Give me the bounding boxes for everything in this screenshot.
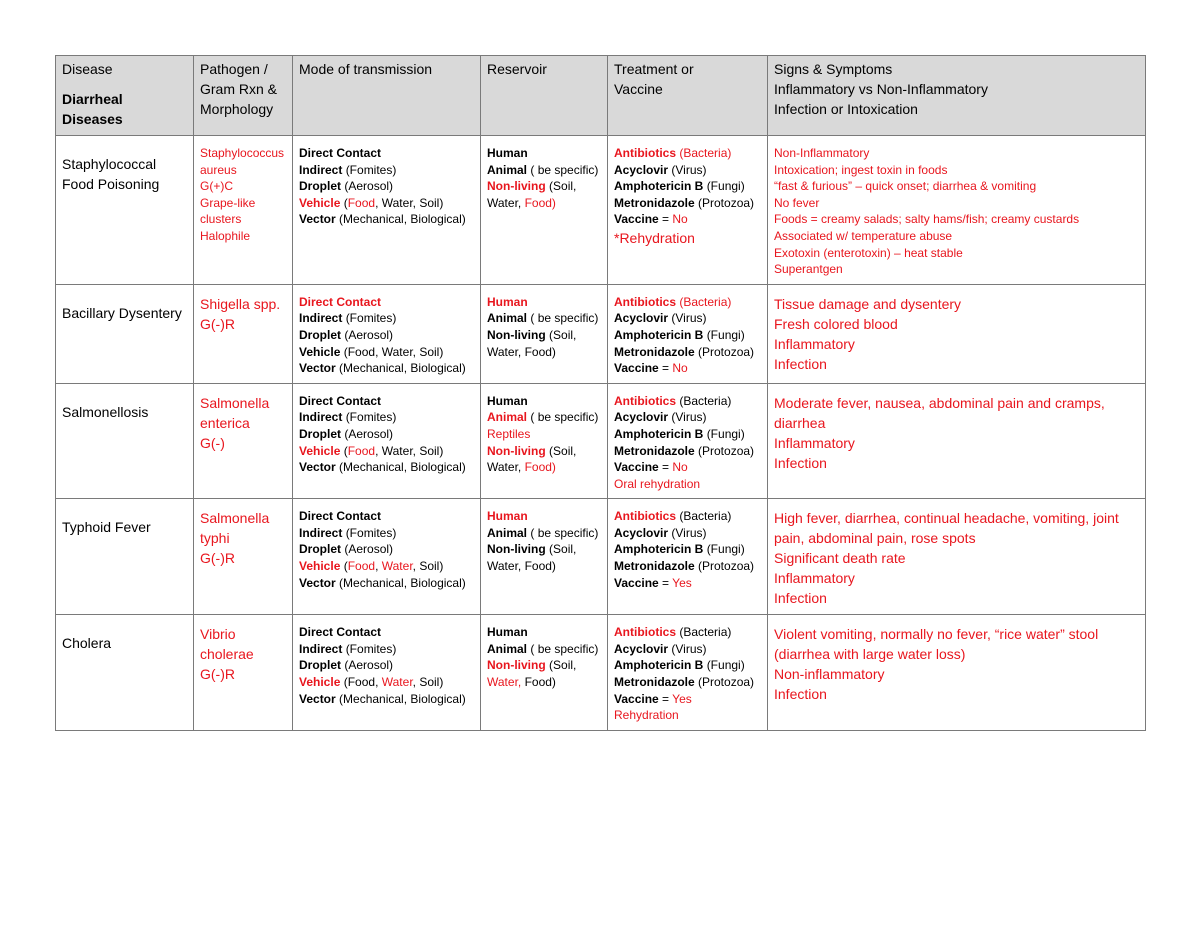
vector-label: Vector bbox=[299, 212, 336, 227]
metronidazole-line bbox=[614, 344, 761, 361]
symptom-line: “fast & furious” – quick onset; diarrhea & vomiting bbox=[774, 179, 1037, 194]
vehicle-soil: Soil) bbox=[419, 559, 444, 574]
reservoir-nonliving bbox=[487, 443, 601, 460]
acyclovir-label: Acyclovir bbox=[614, 410, 669, 425]
vector-note: (Mechanical, Biological) bbox=[339, 212, 466, 227]
amphotericin-note: (Fungi) bbox=[706, 327, 745, 342]
vehicle-food: Food bbox=[347, 344, 376, 359]
indirect-label: Indirect bbox=[299, 311, 343, 326]
table-row bbox=[56, 284, 1146, 383]
droplet-note: (Aerosol) bbox=[344, 542, 394, 557]
diarrheal-diseases-table bbox=[55, 55, 1146, 731]
indirect-line bbox=[299, 310, 474, 327]
table-row bbox=[56, 136, 1146, 285]
reservoir-water-food bbox=[487, 558, 601, 575]
symptoms-cell bbox=[768, 499, 1146, 615]
symptom-line: Non-Inflammatory bbox=[774, 146, 870, 160]
symptom-line: Associated w/ temperature abuse bbox=[774, 228, 953, 243]
indirect-line bbox=[299, 641, 474, 658]
antibiotics-label: Antibiotics bbox=[614, 393, 676, 408]
header-disease-sub: Diarrheal Diseases bbox=[62, 91, 123, 127]
indirect-note: (Fomites) bbox=[345, 525, 397, 540]
droplet-label: Droplet bbox=[299, 658, 341, 673]
pathogen-line: Vibrio cholerae bbox=[200, 626, 254, 663]
vaccine-value: Yes bbox=[672, 691, 692, 706]
nonliving-label: Non-living bbox=[487, 658, 546, 673]
reservoir-nonliving bbox=[487, 657, 601, 674]
reservoir-water-food bbox=[487, 344, 601, 361]
antibiotics-line bbox=[614, 145, 761, 162]
reservoir-reptiles: Reptiles bbox=[487, 426, 531, 441]
metronidazole-label: Metronidazole bbox=[614, 195, 695, 210]
vehicle-water: Water bbox=[381, 559, 413, 574]
vector-note: (Mechanical, Biological) bbox=[339, 460, 466, 475]
antibiotics-label: Antibiotics bbox=[614, 509, 676, 524]
reservoir-water-food bbox=[487, 459, 601, 476]
indirect-note: (Fomites) bbox=[345, 162, 397, 177]
vaccine-value: No bbox=[672, 361, 688, 376]
animal-note: ( be specific) bbox=[530, 162, 599, 177]
vector-line bbox=[299, 211, 474, 228]
nonliving-note: (Soil, bbox=[549, 658, 577, 673]
vehicle-line: Vehicle (Food, Water, Soil) bbox=[299, 195, 444, 210]
symptom-line: Inflammatory bbox=[774, 335, 855, 352]
metronidazole-label: Metronidazole bbox=[614, 675, 695, 690]
droplet-note: (Aerosol) bbox=[344, 179, 394, 194]
header-transmission: Mode of transmission bbox=[293, 56, 481, 136]
vector-label: Vector bbox=[299, 460, 336, 475]
vehicle-line: Vehicle (Food, Water, Soil) bbox=[299, 443, 444, 458]
acyclovir-line bbox=[614, 525, 761, 542]
treatment-cell bbox=[608, 383, 768, 499]
vehicle-soil: Soil) bbox=[419, 443, 444, 458]
header-symptoms-line3: Infection or Intoxication bbox=[774, 101, 918, 117]
pathogen-line: G(-)R bbox=[200, 315, 235, 332]
droplet-label: Droplet bbox=[299, 542, 341, 557]
header-symptoms-line1: Signs & Symptoms bbox=[774, 61, 893, 77]
metronidazole-note: (Protozoa) bbox=[698, 559, 755, 574]
direct-contact: Direct Contact bbox=[299, 146, 382, 160]
disease-name: Bacillary Dysentery bbox=[56, 284, 194, 383]
vehicle-food: Food bbox=[347, 195, 376, 210]
nonliving-note: (Soil, bbox=[549, 327, 577, 342]
vehicle-label: Vehicle bbox=[299, 195, 341, 210]
nonliving-note: (Soil, bbox=[549, 542, 577, 557]
animal-label: Animal bbox=[487, 311, 528, 326]
animal-label: Animal bbox=[487, 410, 528, 425]
amphotericin-label: Amphotericin B bbox=[614, 658, 704, 673]
vehicle-soil: Soil) bbox=[419, 675, 444, 690]
metronidazole-line bbox=[614, 674, 761, 691]
symptoms-cell bbox=[768, 383, 1146, 499]
pathogen-line: Grape-like clusters bbox=[200, 195, 256, 227]
antibiotics-note: (Bacteria) bbox=[679, 294, 732, 309]
pathogen-line: Shigella spp. bbox=[200, 295, 281, 312]
vaccine-line: Vaccine = No bbox=[614, 460, 688, 475]
reservoir-water: Water, bbox=[487, 344, 522, 359]
amphotericin-note: (Fungi) bbox=[706, 426, 745, 441]
reservoir-food: Food) bbox=[524, 559, 556, 574]
pathogen-cell bbox=[194, 136, 293, 285]
acyclovir-line bbox=[614, 409, 761, 426]
header-pathogen: Pathogen / Gram Rxn & Morphology bbox=[194, 56, 293, 136]
amphotericin-line bbox=[614, 327, 761, 344]
metronidazole-note: (Protozoa) bbox=[698, 443, 755, 458]
reservoir-cell bbox=[481, 136, 608, 285]
symptoms-cell bbox=[768, 284, 1146, 383]
amphotericin-line bbox=[614, 541, 761, 558]
vehicle-label: Vehicle bbox=[299, 559, 341, 574]
header-treatment: Treatment or Vaccine bbox=[608, 56, 768, 136]
symptom-line: Significant death rate bbox=[774, 550, 906, 567]
header-disease-label: Disease bbox=[62, 61, 113, 77]
indirect-line bbox=[299, 409, 474, 426]
droplet-label: Droplet bbox=[299, 179, 341, 194]
table-row bbox=[56, 499, 1146, 615]
vector-line bbox=[299, 575, 474, 592]
indirect-note: (Fomites) bbox=[345, 410, 397, 425]
reservoir-water: Water, bbox=[487, 559, 522, 574]
symptoms-cell bbox=[768, 136, 1146, 285]
droplet-note: (Aerosol) bbox=[344, 658, 394, 673]
header-symptoms bbox=[768, 56, 1146, 136]
vaccine-line: Vaccine = No bbox=[614, 212, 688, 227]
vaccine-line: Vaccine = No bbox=[614, 361, 688, 376]
transmission-cell bbox=[293, 136, 481, 285]
reservoir-food: Food) bbox=[524, 344, 556, 359]
symptom-line: Superantgen bbox=[774, 262, 843, 277]
symptom-line: Inflammatory bbox=[774, 434, 855, 451]
indirect-line bbox=[299, 162, 474, 179]
pathogen-line: Staphylococcus aureus bbox=[200, 146, 285, 177]
indirect-line bbox=[299, 525, 474, 542]
vehicle-food: Food bbox=[347, 559, 376, 574]
pathogen-line: Halophile bbox=[200, 228, 251, 243]
nonliving-label: Non-living bbox=[487, 542, 546, 557]
vehicle-open: ( bbox=[343, 559, 348, 574]
pathogen-line: G(+)C bbox=[200, 179, 233, 194]
animal-label: Animal bbox=[487, 162, 528, 177]
acyclovir-note: (Virus) bbox=[671, 311, 707, 326]
rehydration-note: *Rehydration bbox=[614, 229, 695, 246]
vehicle-food: Food bbox=[347, 443, 376, 458]
symptoms-cell bbox=[768, 615, 1146, 731]
reservoir-water-food bbox=[487, 195, 601, 212]
reservoir-human: Human bbox=[487, 393, 528, 408]
reservoir-animal bbox=[487, 162, 601, 179]
acyclovir-line bbox=[614, 162, 761, 179]
reservoir-water: Water, bbox=[487, 195, 522, 210]
disease-name: Typhoid Fever bbox=[56, 499, 194, 615]
vector-note: (Mechanical, Biological) bbox=[339, 361, 466, 376]
vector-line bbox=[299, 360, 474, 377]
animal-label: Animal bbox=[487, 525, 528, 540]
antibiotics-line bbox=[614, 508, 761, 525]
pathogen-line: Salmonella typhi bbox=[200, 510, 270, 547]
direct-contact: Direct Contact bbox=[299, 393, 382, 408]
metronidazole-line bbox=[614, 558, 761, 575]
pathogen-line: G(-) bbox=[200, 434, 225, 451]
symptom-line: High fever, diarrhea, continual headache, vomiting, joint pain, abdominal pain, rose spots bbox=[774, 510, 1119, 547]
vehicle-water: Water bbox=[381, 443, 413, 458]
symptom-line: Inflammatory bbox=[774, 570, 855, 587]
antibiotics-note: (Bacteria) bbox=[679, 393, 732, 408]
treatment-cell bbox=[608, 284, 768, 383]
transmission-cell bbox=[293, 499, 481, 615]
indirect-label: Indirect bbox=[299, 525, 343, 540]
antibiotics-note: (Bacteria) bbox=[679, 625, 732, 640]
metronidazole-note: (Protozoa) bbox=[698, 675, 755, 690]
acyclovir-label: Acyclovir bbox=[614, 162, 669, 177]
symptom-line: Non-inflammatory bbox=[774, 666, 885, 683]
vehicle-open: ( bbox=[343, 195, 348, 210]
direct-contact: Direct Contact bbox=[299, 294, 382, 309]
antibiotics-label: Antibiotics bbox=[614, 625, 676, 640]
transmission-cell bbox=[293, 383, 481, 499]
acyclovir-note: (Virus) bbox=[671, 410, 707, 425]
acyclovir-note: (Virus) bbox=[671, 162, 707, 177]
disease-name: Cholera bbox=[56, 615, 194, 731]
vector-label: Vector bbox=[299, 575, 336, 590]
symptom-line: Foods = creamy salads; salty hams/fish; creamy custards bbox=[774, 212, 1080, 227]
indirect-label: Indirect bbox=[299, 162, 343, 177]
amphotericin-note: (Fungi) bbox=[706, 542, 745, 557]
reservoir-human: Human bbox=[487, 294, 528, 309]
indirect-label: Indirect bbox=[299, 410, 343, 425]
reservoir-nonliving bbox=[487, 541, 601, 558]
table-row bbox=[56, 383, 1146, 499]
reservoir-cell bbox=[481, 615, 608, 731]
antibiotics-label: Antibiotics bbox=[614, 146, 676, 160]
reservoir-human: Human bbox=[487, 625, 528, 640]
vehicle-label: Vehicle bbox=[299, 675, 341, 690]
symptom-line: Intoxication; ingest toxin in foods bbox=[774, 162, 948, 177]
vector-note: (Mechanical, Biological) bbox=[339, 575, 466, 590]
metronidazole-line bbox=[614, 195, 761, 212]
vector-label: Vector bbox=[299, 691, 336, 706]
oral-rehydration-note: Oral rehydration bbox=[614, 476, 701, 491]
acyclovir-line bbox=[614, 310, 761, 327]
reservoir-water: Water, bbox=[487, 675, 522, 690]
treatment-cell bbox=[608, 136, 768, 285]
vehicle-water: Water bbox=[381, 195, 413, 210]
vehicle-line: Vehicle (Food, Water, Soil) bbox=[299, 559, 444, 574]
vector-label: Vector bbox=[299, 361, 336, 376]
metronidazole-label: Metronidazole bbox=[614, 559, 695, 574]
treatment-cell bbox=[608, 615, 768, 731]
pathogen-line: G(-)R bbox=[200, 550, 235, 567]
animal-note: ( be specific) bbox=[530, 525, 599, 540]
disease-name: Staphylococcal Food Poisoning bbox=[56, 136, 194, 285]
reservoir-nonliving bbox=[487, 327, 601, 344]
amphotericin-note: (Fungi) bbox=[706, 658, 745, 673]
nonliving-note: (Soil, bbox=[549, 443, 577, 458]
droplet-label: Droplet bbox=[299, 426, 341, 441]
amphotericin-line bbox=[614, 426, 761, 443]
amphotericin-label: Amphotericin B bbox=[614, 179, 704, 194]
metronidazole-label: Metronidazole bbox=[614, 443, 695, 458]
symptom-line: Infection bbox=[774, 454, 827, 471]
pathogen-line: G(-)R bbox=[200, 666, 235, 683]
nonliving-label: Non-living bbox=[487, 327, 546, 342]
metronidazole-line bbox=[614, 443, 761, 460]
nonliving-label: Non-living bbox=[487, 443, 546, 458]
animal-note: ( be specific) bbox=[530, 641, 599, 656]
pathogen-cell bbox=[194, 499, 293, 615]
amphotericin-label: Amphotericin B bbox=[614, 426, 704, 441]
acyclovir-note: (Virus) bbox=[671, 641, 707, 656]
reservoir-cell bbox=[481, 499, 608, 615]
vehicle-open: ( bbox=[343, 443, 348, 458]
symptom-line: Exotoxin (enterotoxin) – heat stable bbox=[774, 245, 963, 260]
droplet-line bbox=[299, 657, 474, 674]
vehicle-soil: Soil) bbox=[419, 344, 444, 359]
vaccine-value: No bbox=[672, 212, 688, 227]
reservoir-human: Human bbox=[487, 509, 528, 524]
reservoir-water-food bbox=[487, 674, 601, 691]
reservoir-food: Food) bbox=[524, 195, 556, 210]
direct-contact: Direct Contact bbox=[299, 625, 382, 640]
antibiotics-note: (Bacteria) bbox=[679, 509, 732, 524]
reservoir-nonliving bbox=[487, 178, 601, 195]
vehicle-open: ( bbox=[343, 675, 348, 690]
vehicle-water: Water bbox=[381, 344, 413, 359]
vehicle-line: Vehicle (Food, Water, Soil) bbox=[299, 344, 444, 359]
animal-label: Animal bbox=[487, 641, 528, 656]
reservoir-water: Water, bbox=[487, 460, 522, 475]
symptom-line: No fever bbox=[774, 195, 820, 210]
transmission-cell bbox=[293, 284, 481, 383]
indirect-label: Indirect bbox=[299, 641, 343, 656]
antibiotics-line bbox=[614, 294, 761, 311]
vector-line bbox=[299, 459, 474, 476]
vector-note: (Mechanical, Biological) bbox=[339, 691, 466, 706]
amphotericin-line bbox=[614, 657, 761, 674]
droplet-line bbox=[299, 541, 474, 558]
pathogen-cell bbox=[194, 615, 293, 731]
vector-line bbox=[299, 691, 474, 708]
antibiotics-line bbox=[614, 393, 761, 410]
header-disease bbox=[56, 56, 194, 136]
amphotericin-label: Amphotericin B bbox=[614, 542, 704, 557]
vehicle-food: Food bbox=[347, 675, 376, 690]
symptom-line: Infection bbox=[774, 686, 827, 703]
reservoir-animal bbox=[487, 409, 601, 426]
vaccine-value: Yes bbox=[672, 575, 692, 590]
acyclovir-note: (Virus) bbox=[671, 525, 707, 540]
table-row bbox=[56, 615, 1146, 731]
vaccine-label: Vaccine bbox=[614, 691, 659, 706]
vehicle-water: Water bbox=[381, 675, 413, 690]
vaccine-label: Vaccine bbox=[614, 212, 659, 227]
vaccine-label: Vaccine bbox=[614, 575, 659, 590]
nonliving-label: Non-living bbox=[487, 179, 546, 194]
droplet-note: (Aerosol) bbox=[344, 327, 394, 342]
reservoir-animal bbox=[487, 310, 601, 327]
droplet-line bbox=[299, 178, 474, 195]
antibiotics-line bbox=[614, 624, 761, 641]
pathogen-cell bbox=[194, 383, 293, 499]
pathogen-line: Salmonella enterica bbox=[200, 394, 270, 431]
symptom-line: Tissue damage and dysentery bbox=[774, 295, 962, 312]
amphotericin-label: Amphotericin B bbox=[614, 327, 704, 342]
transmission-cell bbox=[293, 615, 481, 731]
indirect-note: (Fomites) bbox=[345, 641, 397, 656]
amphotericin-note: (Fungi) bbox=[706, 179, 745, 194]
vaccine-label: Vaccine bbox=[614, 361, 659, 376]
direct-contact: Direct Contact bbox=[299, 509, 382, 524]
header-symptoms-line2: Inflammatory vs Non-Inflammatory bbox=[774, 81, 988, 97]
droplet-line bbox=[299, 327, 474, 344]
reservoir-food: Food) bbox=[524, 460, 556, 475]
droplet-note: (Aerosol) bbox=[344, 426, 394, 441]
pathogen-cell bbox=[194, 284, 293, 383]
treatment-cell bbox=[608, 499, 768, 615]
symptom-line: Violent vomiting, normally no fever, “rice water” stool (diarrhea with large water loss) bbox=[774, 626, 1099, 663]
metronidazole-note: (Protozoa) bbox=[698, 344, 755, 359]
animal-note: ( be specific) bbox=[530, 311, 599, 326]
reservoir-cell bbox=[481, 383, 608, 499]
antibiotics-label: Antibiotics bbox=[614, 294, 676, 309]
vehicle-line: Vehicle (Food, Water, Soil) bbox=[299, 675, 444, 690]
vaccine-line: Vaccine = Yes bbox=[614, 691, 692, 706]
metronidazole-note: (Protozoa) bbox=[698, 195, 755, 210]
antibiotics-note: (Bacteria) bbox=[679, 146, 732, 160]
reservoir-animal bbox=[487, 641, 601, 658]
reservoir-cell bbox=[481, 284, 608, 383]
droplet-label: Droplet bbox=[299, 327, 341, 342]
metronidazole-label: Metronidazole bbox=[614, 344, 695, 359]
symptom-line: Moderate fever, nausea, abdominal pain and cramps, diarrhea bbox=[774, 394, 1105, 431]
disease-name: Salmonellosis bbox=[56, 383, 194, 499]
symptom-line: Fresh colored blood bbox=[774, 315, 898, 332]
indirect-note: (Fomites) bbox=[345, 311, 397, 326]
rehydration-note: Rehydration bbox=[614, 708, 679, 723]
animal-note: ( be specific) bbox=[530, 410, 599, 425]
vaccine-label: Vaccine bbox=[614, 460, 659, 475]
droplet-line bbox=[299, 426, 474, 443]
symptom-line: Infection bbox=[774, 355, 827, 372]
acyclovir-label: Acyclovir bbox=[614, 311, 669, 326]
acyclovir-line bbox=[614, 641, 761, 658]
vehicle-label: Vehicle bbox=[299, 443, 341, 458]
reservoir-animal bbox=[487, 525, 601, 542]
amphotericin-line bbox=[614, 178, 761, 195]
vehicle-open: ( bbox=[343, 344, 348, 359]
reservoir-food: Food) bbox=[524, 675, 556, 690]
header-row bbox=[56, 56, 1146, 136]
reservoir-human: Human bbox=[487, 146, 528, 160]
symptom-line: Infection bbox=[774, 590, 827, 607]
nonliving-note: (Soil, bbox=[549, 179, 577, 194]
acyclovir-label: Acyclovir bbox=[614, 641, 669, 656]
vaccine-value: No bbox=[672, 460, 688, 475]
acyclovir-label: Acyclovir bbox=[614, 525, 669, 540]
header-reservoir: Reservoir bbox=[481, 56, 608, 136]
vehicle-soil: Soil) bbox=[419, 195, 444, 210]
vehicle-label: Vehicle bbox=[299, 344, 341, 359]
vaccine-line: Vaccine = Yes bbox=[614, 575, 692, 590]
